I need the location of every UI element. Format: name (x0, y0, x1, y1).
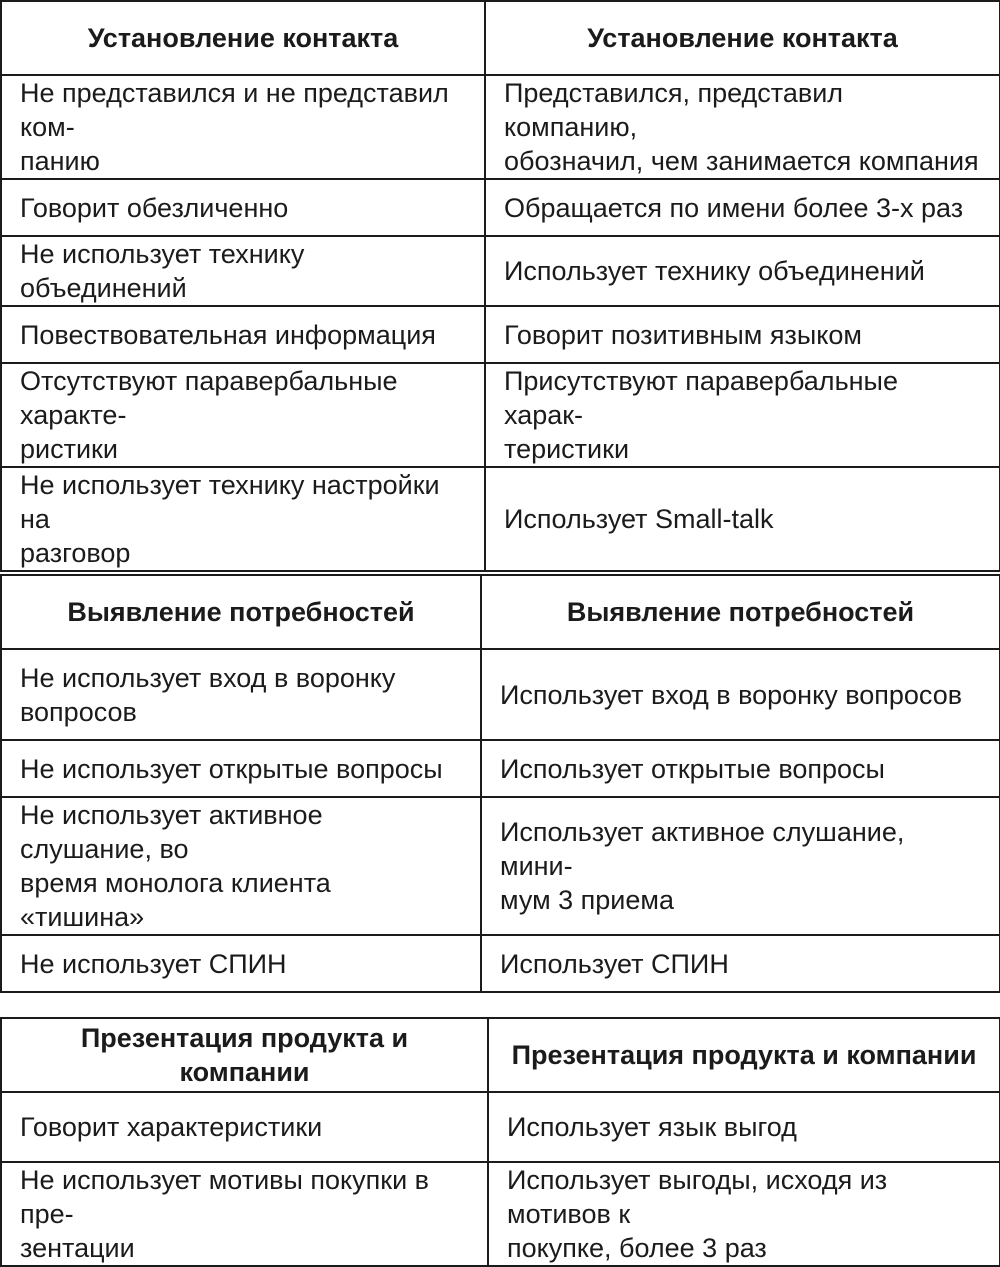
table-row (1, 236, 1000, 306)
table-row (1, 306, 1000, 363)
cell-positive: Использует вход в воронку вопросов (481, 649, 1000, 740)
header-cell-right: Презентация продукта и компании (488, 1018, 1000, 1092)
header-cell-left: Презентация продукта и компании (1, 1018, 488, 1092)
table-presentation (0, 1017, 1000, 1267)
table-row (1, 1162, 1000, 1266)
table-row (1, 1092, 1000, 1162)
cell-positive: Использует СПИН (481, 935, 1000, 992)
cell-positive: Обращается по имени более 3-х раз (485, 179, 1000, 236)
table-row (1, 467, 1000, 571)
table-row (1, 740, 1000, 797)
cell-positive: Использует Small-talk (485, 467, 1000, 571)
header-cell-left: Установление контакта (1, 1, 485, 75)
cell-negative: Отсутствуют паравербальные характе- ристики (1, 363, 485, 467)
cell-positive: Представился, представил компанию, обозначил, чем занимается компания (485, 75, 1000, 179)
table-header-row (1, 575, 1000, 649)
cell-positive: Присутствуют паравербальные харак- теристики (485, 363, 1000, 467)
table-row (1, 179, 1000, 236)
cell-positive: Использует активное слушание, мини- мум 3 приема (481, 797, 1000, 935)
cell-positive: Использует технику объединений (485, 236, 1000, 306)
table-row (1, 75, 1000, 179)
table-header-row (1, 1, 1000, 75)
cell-negative: Не использует открытые вопросы (1, 740, 481, 797)
cell-negative: Говорит характеристики (1, 1092, 488, 1162)
cell-positive: Использует открытые вопросы (481, 740, 1000, 797)
cell-negative: Не использует технику настройки на разговор (1, 467, 485, 571)
cell-negative: Не использует вход в воронку вопросов (1, 649, 481, 740)
table-row (1, 935, 1000, 992)
header-cell-left: Выявление потребностей (1, 575, 481, 649)
cell-positive: Использует язык выгод (488, 1092, 1000, 1162)
header-cell-right: Установление контакта (485, 1, 1000, 75)
cell-negative: Говорит обезличенно (1, 179, 485, 236)
table-needs (0, 574, 1000, 993)
header-cell-right: Выявление потребностей (481, 575, 1000, 649)
cell-positive: Говорит позитивным языком (485, 306, 1000, 363)
table-row (1, 649, 1000, 740)
table-header-row (1, 1018, 1000, 1092)
cell-negative: Не использует СПИН (1, 935, 481, 992)
cell-negative: Не использует активное слушание, во время монолога клиента «тишина» (1, 797, 481, 935)
cell-positive: Использует выгоды, исходя из мотивов к покупке, более 3 раз (488, 1162, 1000, 1266)
table-contact (0, 0, 1000, 572)
cell-negative: Повествовательная информация (1, 306, 485, 363)
table-row (1, 797, 1000, 935)
cell-negative: Не использует мотивы покупки в пре- зентации (1, 1162, 488, 1266)
cell-negative: Не представился и не представил ком- панию (1, 75, 485, 179)
cell-negative: Не использует технику объединений (1, 236, 485, 306)
table-row (1, 363, 1000, 467)
